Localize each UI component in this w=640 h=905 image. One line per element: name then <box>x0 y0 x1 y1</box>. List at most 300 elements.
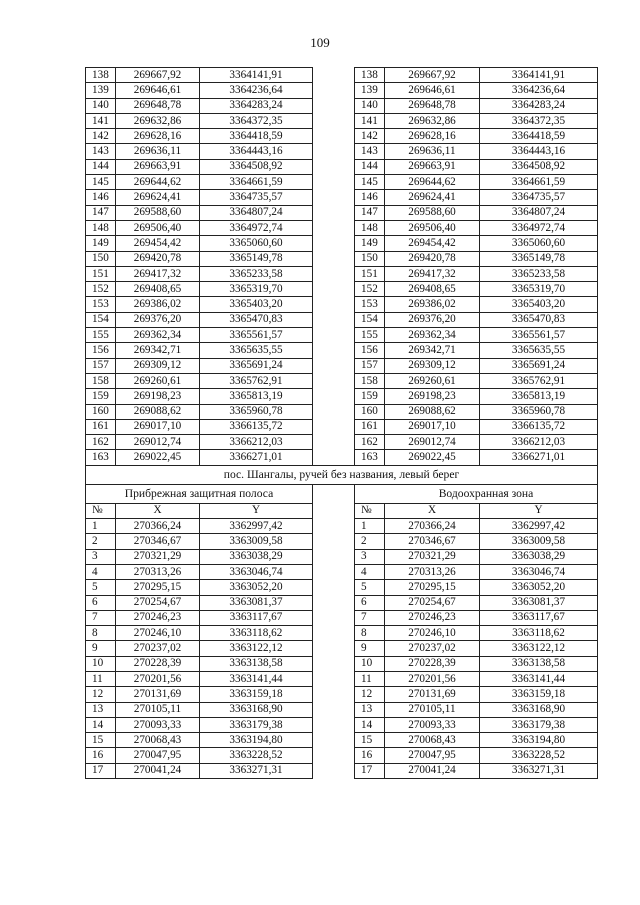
table-row <box>86 564 598 579</box>
x-coordinate: 270041,24 <box>116 763 200 778</box>
y-coordinate: 3364508,92 <box>480 159 598 174</box>
coordinates-table <box>85 67 598 779</box>
point-number: 2 <box>86 534 116 549</box>
y-coordinate: 3364972,74 <box>480 220 598 235</box>
point-number: 158 <box>86 373 116 388</box>
table-row <box>86 343 598 358</box>
y-coordinate: 3365319,70 <box>480 282 598 297</box>
y-coordinate: 3366212,03 <box>480 435 598 450</box>
y-coordinate: 3365813,19 <box>200 389 313 404</box>
point-number: 152 <box>355 282 385 297</box>
table-row <box>86 98 598 113</box>
column-gap <box>313 282 355 297</box>
y-coordinate: 3363081,37 <box>200 595 313 610</box>
x-coordinate: 269088,62 <box>385 404 480 419</box>
point-number: 11 <box>355 671 385 686</box>
y-coordinate: 3365060,60 <box>480 236 598 251</box>
point-number: 10 <box>355 656 385 671</box>
y-coordinate: 3364735,57 <box>200 190 313 205</box>
x-coordinate: 269420,78 <box>385 251 480 266</box>
column-gap <box>313 236 355 251</box>
x-coordinate: 269342,71 <box>385 343 480 358</box>
table-row <box>86 328 598 343</box>
y-coordinate: 3363009,58 <box>480 534 598 549</box>
column-gap <box>313 113 355 128</box>
column-gap <box>313 68 355 83</box>
x-coordinate: 270346,67 <box>385 534 480 549</box>
table-row <box>86 175 598 190</box>
point-number: 149 <box>86 236 116 251</box>
column-gap <box>313 435 355 450</box>
point-number: 162 <box>86 435 116 450</box>
column-gap <box>313 83 355 98</box>
column-gap <box>313 641 355 656</box>
table-row <box>86 68 598 83</box>
y-coordinate: 3363141,44 <box>480 671 598 686</box>
table-row <box>86 450 598 465</box>
point-number: 14 <box>86 717 116 732</box>
y-coordinate: 3364283,24 <box>200 98 313 113</box>
column-gap <box>313 503 355 518</box>
x-coordinate: 269644,62 <box>385 175 480 190</box>
x-coordinate: 269309,12 <box>116 358 200 373</box>
x-coordinate: 270041,24 <box>385 763 480 778</box>
point-number: 157 <box>355 358 385 373</box>
y-coordinate: 3363228,52 <box>480 748 598 763</box>
column-gap <box>313 251 355 266</box>
y-coordinate: 3364372,35 <box>480 113 598 128</box>
y-coordinate: 3364972,74 <box>200 220 313 235</box>
y-coordinate: 3364735,57 <box>480 190 598 205</box>
point-number: 142 <box>355 129 385 144</box>
table-row <box>86 549 598 564</box>
x-coordinate: 269408,65 <box>385 282 480 297</box>
x-coordinate: 269667,92 <box>116 68 200 83</box>
y-coordinate: 3363052,20 <box>200 580 313 595</box>
point-number: 148 <box>86 220 116 235</box>
table-row <box>86 656 598 671</box>
table-row <box>86 113 598 128</box>
y-coordinate: 3363122,12 <box>200 641 313 656</box>
x-coordinate: 269588,60 <box>385 205 480 220</box>
column-gap <box>313 534 355 549</box>
x-coordinate: 269454,42 <box>385 236 480 251</box>
y-coordinate: 3363081,37 <box>480 595 598 610</box>
column-gap <box>313 297 355 312</box>
y-coordinate: 3363118,62 <box>200 626 313 641</box>
x-coordinate: 269088,62 <box>116 404 200 419</box>
column-gap <box>313 519 355 534</box>
x-coordinate: 269628,16 <box>116 129 200 144</box>
x-coordinate: 269022,45 <box>385 450 480 465</box>
y-coordinate: 3363117,67 <box>480 610 598 625</box>
column-gap <box>313 129 355 144</box>
y-coordinate: 3365635,55 <box>200 343 313 358</box>
table-row <box>86 297 598 312</box>
header-x: X <box>116 503 200 518</box>
point-number: 3 <box>86 549 116 564</box>
x-coordinate: 270346,67 <box>116 534 200 549</box>
y-coordinate: 3365813,19 <box>480 389 598 404</box>
x-coordinate: 269663,91 <box>385 159 480 174</box>
x-coordinate: 270131,69 <box>116 687 200 702</box>
table-row <box>86 159 598 174</box>
point-number: 3 <box>355 549 385 564</box>
point-number: 138 <box>355 68 385 83</box>
x-coordinate: 270047,95 <box>116 748 200 763</box>
table-row <box>86 419 598 434</box>
column-gap <box>313 687 355 702</box>
point-number: 15 <box>86 733 116 748</box>
x-coordinate: 270237,02 <box>116 641 200 656</box>
y-coordinate: 3364141,91 <box>200 68 313 83</box>
x-coordinate: 270366,24 <box>116 519 200 534</box>
header-num: № <box>86 503 116 518</box>
x-coordinate: 270068,43 <box>385 733 480 748</box>
column-gap <box>313 389 355 404</box>
point-number: 9 <box>86 641 116 656</box>
y-coordinate: 3364372,35 <box>200 113 313 128</box>
x-coordinate: 269588,60 <box>116 205 200 220</box>
column-gap <box>313 717 355 732</box>
column-gap <box>313 595 355 610</box>
point-number: 156 <box>355 343 385 358</box>
y-coordinate: 3365470,83 <box>200 312 313 327</box>
table-row <box>86 236 598 251</box>
column-gap <box>313 484 355 503</box>
x-coordinate: 269506,40 <box>385 220 480 235</box>
table-row <box>86 83 598 98</box>
x-coordinate: 270237,02 <box>385 641 480 656</box>
y-coordinate: 3363138,58 <box>200 656 313 671</box>
point-number: 12 <box>355 687 385 702</box>
column-gap <box>313 144 355 159</box>
y-coordinate: 3363046,74 <box>200 564 313 579</box>
point-number: 150 <box>86 251 116 266</box>
point-number: 1 <box>355 519 385 534</box>
column-gap <box>313 159 355 174</box>
y-coordinate: 3365319,70 <box>200 282 313 297</box>
x-coordinate: 269012,74 <box>116 435 200 450</box>
point-number: 157 <box>86 358 116 373</box>
x-coordinate: 269386,02 <box>116 297 200 312</box>
y-coordinate: 3366135,72 <box>480 419 598 434</box>
point-number: 146 <box>355 190 385 205</box>
point-number: 139 <box>355 83 385 98</box>
table-row <box>86 717 598 732</box>
x-coordinate: 269017,10 <box>385 419 480 434</box>
point-number: 7 <box>355 610 385 625</box>
x-coordinate: 270201,56 <box>385 671 480 686</box>
point-number: 10 <box>86 656 116 671</box>
header-y: Y <box>480 503 598 518</box>
column-gap <box>313 175 355 190</box>
point-number: 147 <box>86 205 116 220</box>
x-coordinate: 270105,11 <box>385 702 480 717</box>
point-number: 160 <box>86 404 116 419</box>
point-number: 145 <box>355 175 385 190</box>
x-coordinate: 270295,15 <box>385 580 480 595</box>
column-gap <box>313 328 355 343</box>
y-coordinate: 3364661,59 <box>200 175 313 190</box>
point-number: 5 <box>86 580 116 595</box>
point-number: 158 <box>355 373 385 388</box>
point-number: 140 <box>355 98 385 113</box>
table-row <box>86 190 598 205</box>
point-number: 16 <box>355 748 385 763</box>
y-coordinate: 3363052,20 <box>480 580 598 595</box>
point-number: 6 <box>355 595 385 610</box>
column-gap <box>313 564 355 579</box>
column-gap <box>313 358 355 373</box>
y-coordinate: 3364807,24 <box>200 205 313 220</box>
point-number: 1 <box>86 519 116 534</box>
table-row <box>86 251 598 266</box>
column-gap <box>313 190 355 205</box>
x-coordinate: 269309,12 <box>385 358 480 373</box>
table-row <box>86 595 598 610</box>
point-number: 147 <box>355 205 385 220</box>
point-number: 13 <box>86 702 116 717</box>
point-number: 12 <box>86 687 116 702</box>
table-row <box>86 312 598 327</box>
y-coordinate: 3364508,92 <box>200 159 313 174</box>
point-number: 141 <box>86 113 116 128</box>
x-coordinate: 269260,61 <box>385 373 480 388</box>
point-number: 154 <box>355 312 385 327</box>
point-number: 5 <box>355 580 385 595</box>
x-coordinate: 269362,34 <box>385 328 480 343</box>
point-number: 163 <box>86 450 116 465</box>
column-gap <box>313 549 355 564</box>
point-number: 153 <box>86 297 116 312</box>
y-coordinate: 3364807,24 <box>480 205 598 220</box>
table-row <box>86 519 598 534</box>
point-number: 17 <box>355 763 385 778</box>
point-number: 159 <box>355 389 385 404</box>
y-coordinate: 3365233,58 <box>200 266 313 281</box>
point-number: 162 <box>355 435 385 450</box>
x-coordinate: 270366,24 <box>385 519 480 534</box>
y-coordinate: 3365233,58 <box>480 266 598 281</box>
y-coordinate: 3364443,16 <box>480 144 598 159</box>
x-coordinate: 270313,26 <box>385 564 480 579</box>
y-coordinate: 3363159,18 <box>200 687 313 702</box>
y-coordinate: 3365470,83 <box>480 312 598 327</box>
point-number: 140 <box>86 98 116 113</box>
y-coordinate: 3363009,58 <box>200 534 313 549</box>
x-coordinate: 269017,10 <box>116 419 200 434</box>
point-number: 13 <box>355 702 385 717</box>
y-coordinate: 3364443,16 <box>200 144 313 159</box>
x-coordinate: 269362,34 <box>116 328 200 343</box>
x-coordinate: 270201,56 <box>116 671 200 686</box>
point-number: 143 <box>355 144 385 159</box>
y-coordinate: 3365691,24 <box>480 358 598 373</box>
column-gap <box>313 763 355 778</box>
x-coordinate: 269663,91 <box>116 159 200 174</box>
column-gap <box>313 205 355 220</box>
point-number: 154 <box>86 312 116 327</box>
y-coordinate: 3363271,31 <box>480 763 598 778</box>
y-coordinate: 3364236,64 <box>200 83 313 98</box>
y-coordinate: 3364418,59 <box>480 129 598 144</box>
column-gap <box>313 343 355 358</box>
x-coordinate: 270131,69 <box>385 687 480 702</box>
y-coordinate: 3363194,80 <box>480 733 598 748</box>
x-coordinate: 269198,23 <box>116 389 200 404</box>
y-coordinate: 3363168,90 <box>200 702 313 717</box>
y-coordinate: 3364418,59 <box>200 129 313 144</box>
column-gap <box>313 266 355 281</box>
table-row <box>86 220 598 235</box>
table-row <box>86 610 598 625</box>
y-coordinate: 3365561,57 <box>480 328 598 343</box>
x-coordinate: 269506,40 <box>116 220 200 235</box>
point-number: 146 <box>86 190 116 205</box>
x-coordinate: 269644,62 <box>116 175 200 190</box>
x-coordinate: 270295,15 <box>116 580 200 595</box>
point-number: 142 <box>86 129 116 144</box>
x-coordinate: 270068,43 <box>116 733 200 748</box>
point-number: 152 <box>86 282 116 297</box>
x-coordinate: 269022,45 <box>116 450 200 465</box>
point-number: 139 <box>86 83 116 98</box>
table-row <box>86 641 598 656</box>
point-number: 11 <box>86 671 116 686</box>
table-row <box>86 534 598 549</box>
x-coordinate: 269454,42 <box>116 236 200 251</box>
section-title-row <box>86 465 598 484</box>
header-x: X <box>385 503 480 518</box>
y-coordinate: 3363179,38 <box>200 717 313 732</box>
x-coordinate: 270093,33 <box>385 717 480 732</box>
point-number: 161 <box>86 419 116 434</box>
point-number: 8 <box>355 626 385 641</box>
x-coordinate: 269417,32 <box>116 266 200 281</box>
y-coordinate: 3363179,38 <box>480 717 598 732</box>
table-row <box>86 435 598 450</box>
point-number: 151 <box>86 266 116 281</box>
point-number: 149 <box>355 236 385 251</box>
x-coordinate: 270228,39 <box>116 656 200 671</box>
point-number: 15 <box>355 733 385 748</box>
x-coordinate: 269646,61 <box>385 83 480 98</box>
x-coordinate: 269417,32 <box>385 266 480 281</box>
y-coordinate: 3365149,78 <box>200 251 313 266</box>
x-coordinate: 269386,02 <box>385 297 480 312</box>
point-number: 155 <box>86 328 116 343</box>
table-row <box>86 358 598 373</box>
table-row <box>86 687 598 702</box>
x-coordinate: 270246,10 <box>385 626 480 641</box>
table-row <box>86 282 598 297</box>
column-gap <box>313 733 355 748</box>
column-gap <box>313 312 355 327</box>
point-number: 141 <box>355 113 385 128</box>
table-row <box>86 748 598 763</box>
table-row <box>86 266 598 281</box>
y-coordinate: 3365403,20 <box>480 297 598 312</box>
y-coordinate: 3363271,31 <box>200 763 313 778</box>
column-gap <box>313 748 355 763</box>
point-number: 148 <box>355 220 385 235</box>
x-coordinate: 270313,26 <box>116 564 200 579</box>
table-row <box>86 702 598 717</box>
point-number: 8 <box>86 626 116 641</box>
y-coordinate: 3362997,42 <box>480 519 598 534</box>
point-number: 16 <box>86 748 116 763</box>
x-coordinate: 269632,86 <box>385 113 480 128</box>
y-coordinate: 3365960,78 <box>200 404 313 419</box>
point-number: 153 <box>355 297 385 312</box>
column-header-row <box>86 503 598 518</box>
table-row <box>86 389 598 404</box>
header-num: № <box>355 503 385 518</box>
column-gap <box>313 626 355 641</box>
y-coordinate: 3362997,42 <box>200 519 313 534</box>
x-coordinate: 270093,33 <box>116 717 200 732</box>
y-coordinate: 3365403,20 <box>200 297 313 312</box>
y-coordinate: 3365762,91 <box>200 373 313 388</box>
point-number: 7 <box>86 610 116 625</box>
x-coordinate: 269624,41 <box>385 190 480 205</box>
column-gap <box>313 671 355 686</box>
point-number: 9 <box>355 641 385 656</box>
y-coordinate: 3363194,80 <box>200 733 313 748</box>
x-coordinate: 269648,78 <box>116 98 200 113</box>
y-coordinate: 3365060,60 <box>200 236 313 251</box>
y-coordinate: 3365561,57 <box>200 328 313 343</box>
x-coordinate: 269376,20 <box>116 312 200 327</box>
point-number: 17 <box>86 763 116 778</box>
x-coordinate: 270105,11 <box>116 702 200 717</box>
y-coordinate: 3363141,44 <box>200 671 313 686</box>
column-gap <box>313 220 355 235</box>
point-number: 160 <box>355 404 385 419</box>
y-coordinate: 3364283,24 <box>480 98 598 113</box>
column-gap <box>313 373 355 388</box>
y-coordinate: 3365149,78 <box>480 251 598 266</box>
point-number: 159 <box>86 389 116 404</box>
y-coordinate: 3363117,67 <box>200 610 313 625</box>
y-coordinate: 3366271,01 <box>480 450 598 465</box>
x-coordinate: 270047,95 <box>385 748 480 763</box>
table-row <box>86 373 598 388</box>
column-gap <box>313 702 355 717</box>
y-coordinate: 3366271,01 <box>200 450 313 465</box>
x-coordinate: 270246,23 <box>385 610 480 625</box>
y-coordinate: 3366135,72 <box>200 419 313 434</box>
y-coordinate: 3364141,91 <box>480 68 598 83</box>
table-row <box>86 733 598 748</box>
y-coordinate: 3366212,03 <box>200 435 313 450</box>
point-number: 151 <box>355 266 385 281</box>
point-number: 138 <box>86 68 116 83</box>
column-gap <box>313 419 355 434</box>
point-number: 143 <box>86 144 116 159</box>
x-coordinate: 269636,11 <box>116 144 200 159</box>
point-number: 163 <box>355 450 385 465</box>
left-zone-title: Прибрежная защитная полоса <box>86 484 313 503</box>
header-y: Y <box>200 503 313 518</box>
y-coordinate: 3365762,91 <box>480 373 598 388</box>
x-coordinate: 269636,11 <box>385 144 480 159</box>
x-coordinate: 269260,61 <box>116 373 200 388</box>
y-coordinate: 3363159,18 <box>480 687 598 702</box>
bottom-section <box>86 519 598 779</box>
table-row <box>86 763 598 778</box>
